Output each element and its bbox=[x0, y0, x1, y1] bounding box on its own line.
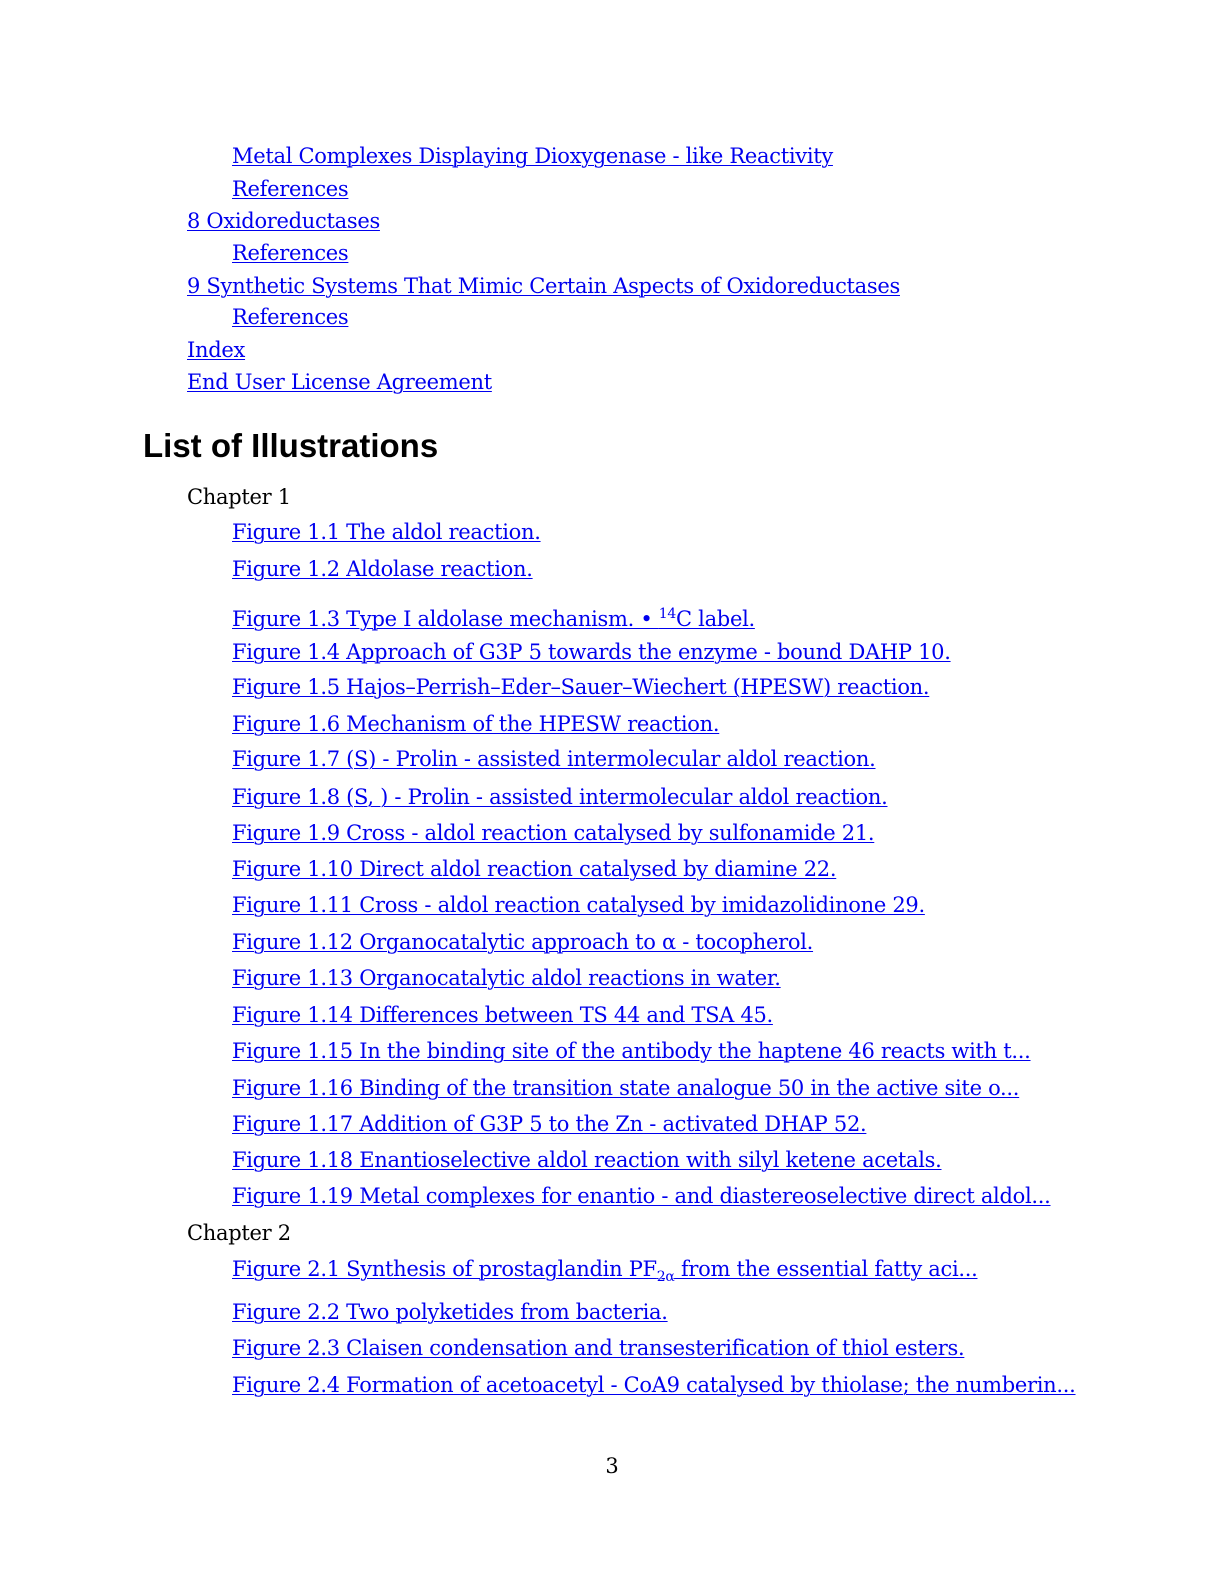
figure-link-1-9[interactable]: Figure 1.9 Cross - aldol reaction catalysed by sulfonamide 21. bbox=[232, 821, 875, 845]
figure-link-2-2[interactable]: Figure 2.2 Two polyketides from bacteria. bbox=[232, 1300, 668, 1324]
figure-1-3-text: Figure 1.3 Type I aldolase mechanism. • bbox=[232, 607, 659, 631]
figure-link-1-16[interactable]: Figure 1.16 Binding of the transition state analogue 50 in the active site o... bbox=[232, 1076, 1020, 1100]
page-number: 3 bbox=[605, 1454, 619, 1478]
toc-link-eula[interactable]: End User License Agreement bbox=[187, 370, 492, 394]
toc-link-metal-complexes[interactable]: Metal Complexes Displaying Dioxygenase - like Reactivity bbox=[232, 144, 833, 168]
figure-2-1-text: Figure 2.1 Synthesis of prostaglandin PF bbox=[232, 1257, 657, 1281]
figure-2-1-text-end: from the essential fatty aci... bbox=[674, 1257, 978, 1281]
figure-link-1-3[interactable] bbox=[232, 602, 755, 631]
figure-link-1-18[interactable]: Figure 1.18 Enantioselective aldol reaction with silyl ketene acetals. bbox=[232, 1148, 942, 1172]
chapter-1-label: Chapter 1 bbox=[187, 485, 291, 509]
figure-link-1-12[interactable]: Figure 1.12 Organocatalytic approach to α - tocopherol. bbox=[232, 930, 814, 954]
figure-link-1-6[interactable]: Figure 1.6 Mechanism of the HPESW reaction. bbox=[232, 712, 720, 736]
figure-link-1-13[interactable]: Figure 1.13 Organocatalytic aldol reactions in water. bbox=[232, 966, 781, 990]
toc-link-chapter-8[interactable]: 8 Oxidoreductases bbox=[187, 209, 380, 233]
toc-link-references-ch9[interactable]: References bbox=[232, 305, 349, 329]
figure-link-1-1[interactable]: Figure 1.1 The aldol reaction. bbox=[232, 520, 541, 544]
figure-link-1-10[interactable]: Figure 1.10 Direct aldol reaction catalysed by diamine 22. bbox=[232, 857, 837, 881]
chapter-2-label: Chapter 2 bbox=[187, 1221, 291, 1245]
figure-1-3-text-end: C label. bbox=[676, 607, 755, 631]
figure-2-1-subscript: 2α bbox=[656, 1269, 675, 1285]
figure-link-1-5[interactable]: Figure 1.5 Hajos–Perrish–Eder–Sauer–Wiechert (HPESW) reaction. bbox=[232, 675, 930, 699]
figure-link-1-15[interactable]: Figure 1.15 In the binding site of the antibody the haptene 46 reacts with t... bbox=[232, 1039, 1031, 1063]
figure-link-2-1[interactable] bbox=[232, 1257, 977, 1289]
figure-link-1-11[interactable]: Figure 1.11 Cross - aldol reaction catalysed by imidazolidinone 29. bbox=[232, 893, 925, 917]
figure-link-1-8[interactable]: Figure 1.8 (S, ) - Prolin - assisted intermolecular aldol reaction. bbox=[232, 785, 888, 809]
list-of-illustrations-heading: List of Illustrations bbox=[143, 427, 439, 464]
figure-link-2-4[interactable]: Figure 2.4 Formation of acetoacetyl - CoA9 catalysed by thiolase; the numberin... bbox=[232, 1373, 1076, 1397]
figure-link-2-3[interactable]: Figure 2.3 Claisen condensation and transesterification of thiol esters. bbox=[232, 1336, 965, 1360]
figure-link-1-14[interactable]: Figure 1.14 Differences between TS 44 and TSA 45. bbox=[232, 1003, 773, 1027]
toc-link-references-ch7[interactable]: References bbox=[232, 177, 349, 201]
figure-link-1-17[interactable]: Figure 1.17 Addition of G3P 5 to the Zn - activated DHAP 52. bbox=[232, 1112, 867, 1136]
figure-link-1-4[interactable]: Figure 1.4 Approach of G3P 5 towards the enzyme - bound DAHP 10. bbox=[232, 640, 951, 664]
figure-link-1-2[interactable]: Figure 1.2 Aldolase reaction. bbox=[232, 557, 533, 581]
figure-1-3-superscript: 14 bbox=[658, 606, 677, 622]
figure-link-1-7[interactable]: Figure 1.7 (S) - Prolin - assisted intermolecular aldol reaction. bbox=[232, 747, 876, 771]
toc-link-chapter-9[interactable]: 9 Synthetic Systems That Mimic Certain Aspects of Oxidoreductases bbox=[187, 274, 900, 298]
figure-link-1-19[interactable]: Figure 1.19 Metal complexes for enantio - and diastereoselective direct aldol... bbox=[232, 1184, 1051, 1208]
toc-link-index[interactable]: Index bbox=[187, 338, 246, 362]
toc-link-references-ch8[interactable]: References bbox=[232, 241, 349, 265]
